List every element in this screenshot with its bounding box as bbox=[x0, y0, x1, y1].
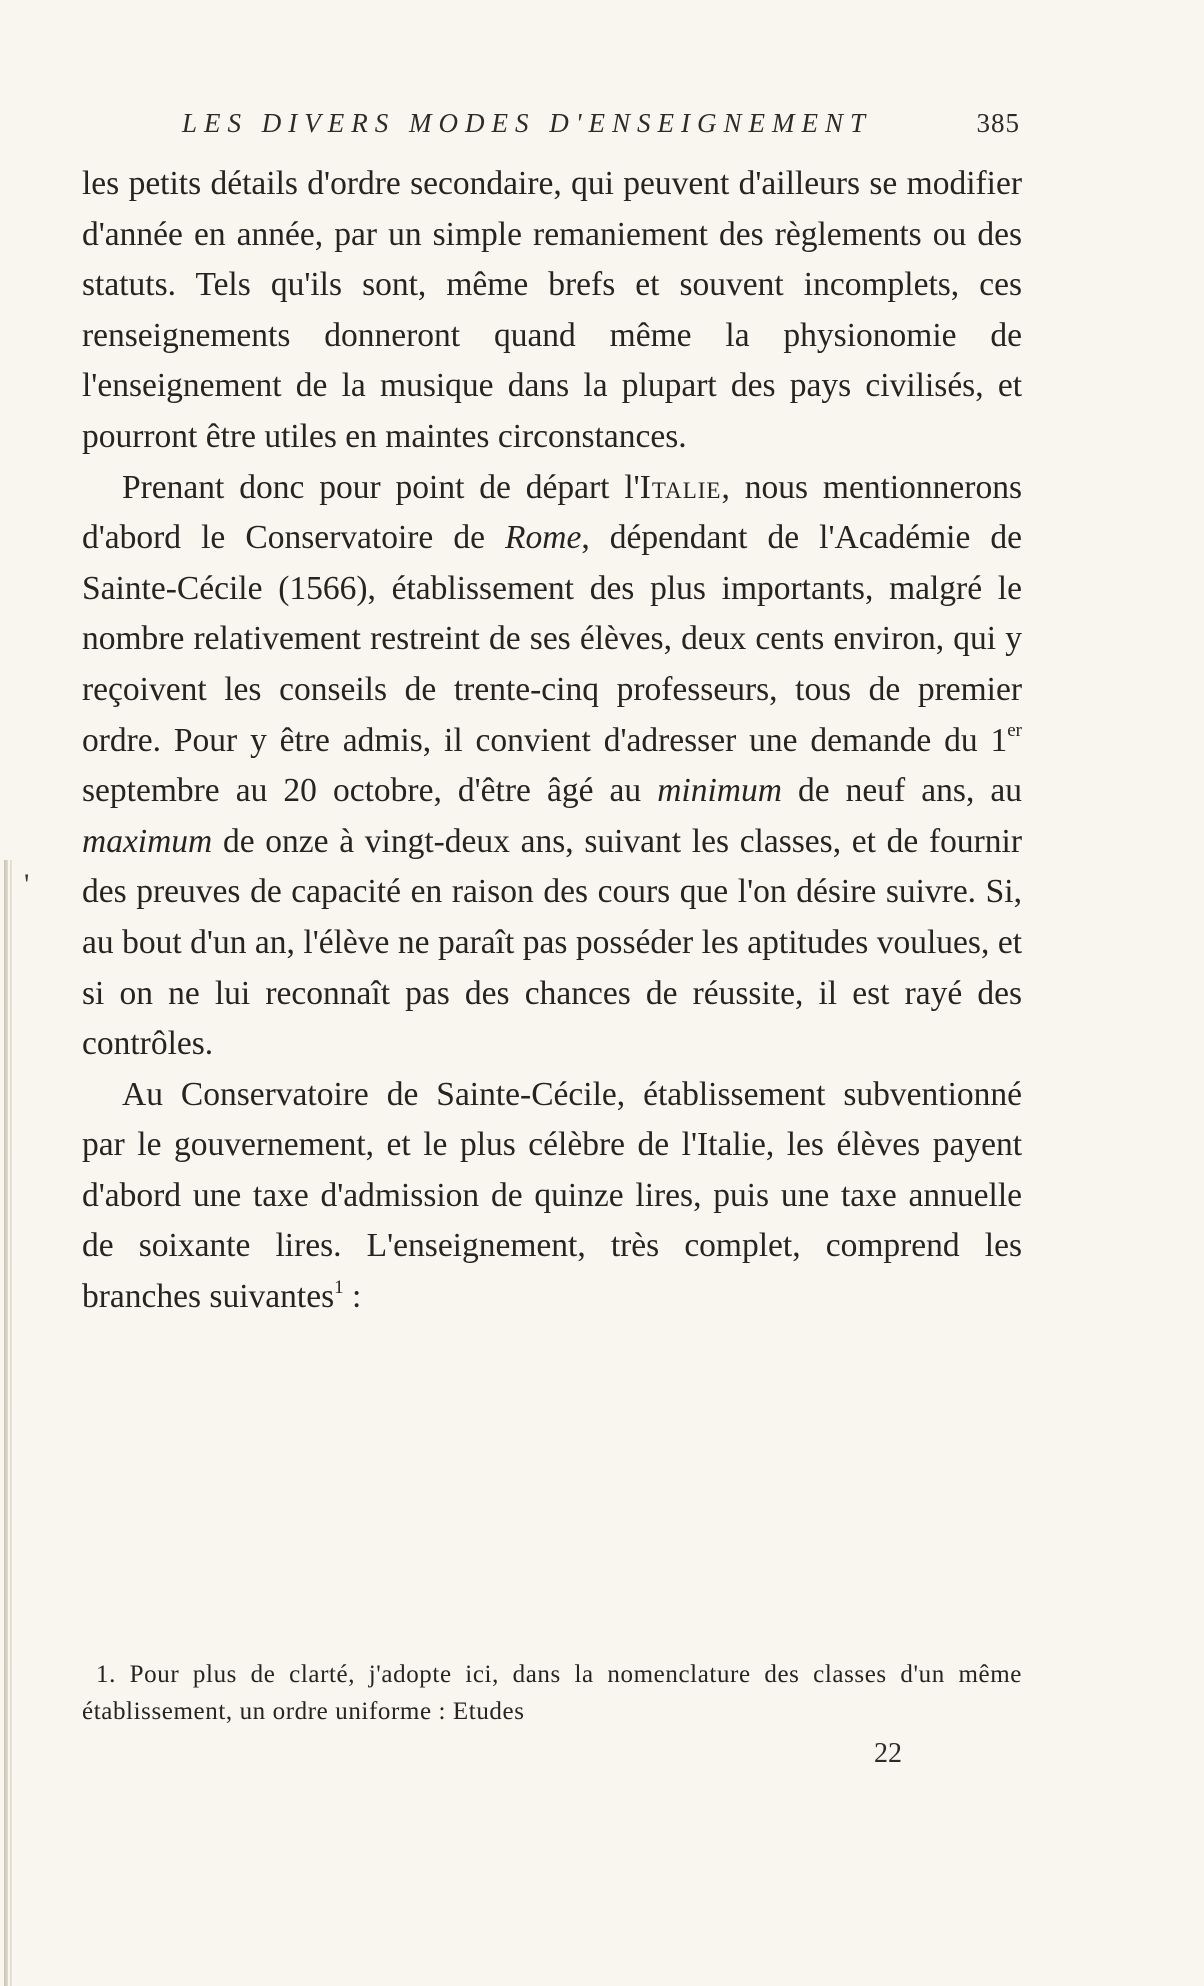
term-minimum: minimum bbox=[657, 772, 782, 810]
binding-gutter-shadow bbox=[4, 860, 8, 1986]
paragraph-2-text-1: Prenant donc pour point de départ l' bbox=[122, 468, 640, 506]
footnote-text: 1. Pour plus de clarté, j'adopte ici, dans la nomenclature des classes d'un même établissement, un ordre uniforme : Etudes bbox=[82, 1661, 1022, 1725]
paragraph-2-text-6: de onze à vingt-deux ans, suivant les classes, et de fournir des preuves de capacité en raison des cours que l'on désire suivre. Si, au bout d'un an, l'élève ne paraît pas posséder les aptitudes voulues, et si on ne lui reconnaît pas des chances de réussite, il est rayé des contrôles. bbox=[82, 822, 1022, 1063]
running-title: LES DIVERS MODES D'ENSEIGNEMENT bbox=[182, 108, 872, 138]
page-number: 385 bbox=[976, 108, 1020, 138]
paragraph-2-text-5: de neuf ans, au bbox=[781, 772, 1023, 810]
paragraph-3-text-1: Au Conservatoire de Sainte-Cécile, établissement subventionné par le gouvernement, et le plus célèbre de l'Italie, les élèves payent d'abord une taxe d'admission de quinze lires, puis une taxe annuelle de soixante lires. L'enseignement, très complet, comprend les branches suivantes bbox=[82, 1075, 1022, 1316]
paragraph-2 bbox=[82, 463, 1022, 1070]
footnote-reference: 1 bbox=[334, 1276, 344, 1298]
gathering-signature: 22 bbox=[874, 1738, 902, 1769]
margin-mark: ' bbox=[24, 868, 30, 901]
paragraph-3-text-2: : bbox=[343, 1278, 362, 1316]
country-italie: Italie bbox=[639, 468, 722, 506]
footnote bbox=[82, 1656, 1022, 1730]
city-rome: Rome bbox=[505, 519, 582, 557]
paragraph-1: les petits détails d'ordre secondaire, qui peuvent d'ailleurs se modifier d'année en année, par un simple remaniement des règlements ou des statuts. Tels qu'ils sont, même brefs et souvent incomplets, ces renseignements donneront quand même la physionomie de l'enseignement de la musique dans la plupart des pays civilisés, et pourront être utiles en maintes circonstances. bbox=[82, 165, 1022, 455]
paragraph-3 bbox=[82, 1070, 1022, 1323]
superscript-er: er bbox=[1007, 720, 1022, 742]
binding-gutter-line bbox=[10, 860, 12, 1986]
page-header bbox=[182, 108, 1038, 148]
paragraph-2-text-3: , dépendant de l'Académie de Sainte-Cécile (1566), établissement des plus importants, malgré le nombre relativement restreint de ses élèves, deux cents environ, qui y reçoivent les conseils de trente-cinq professeurs, tous de premier ordre. Pour y être admis, il convient d'adresser une demande du 1 bbox=[82, 519, 1022, 759]
paragraph-2-text-2: , nous mentionnerons d'abord le Conservatoire de bbox=[82, 468, 1022, 557]
text-body bbox=[82, 159, 1022, 1323]
term-maximum: maximum bbox=[82, 822, 213, 860]
paragraph-2-text-4: septembre au 20 octobre, d'être âgé au bbox=[82, 772, 658, 810]
